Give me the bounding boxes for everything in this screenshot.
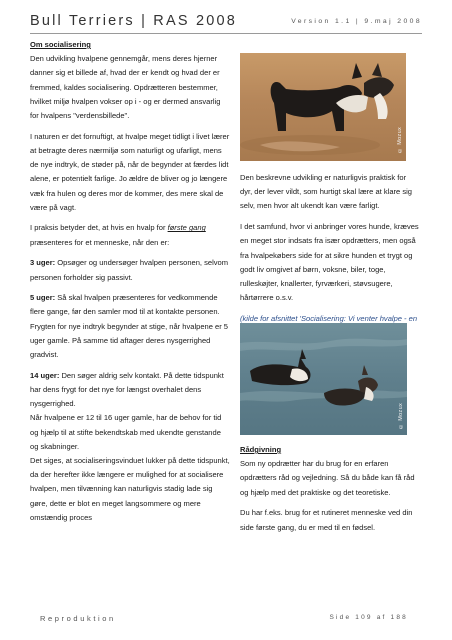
left-column xyxy=(30,38,230,532)
photo-dogs-swimming xyxy=(240,323,407,435)
paragraph: 5 uger: Så skal hvalpen præsenteres for vedkommende flere gange, før den samler mod til at kontakte personen. xyxy=(30,293,220,317)
section-heading-raadgivning: Rådgivning xyxy=(240,445,282,454)
paragraph: Som ny opdrætter har du brug for en erfaren opdrætters råd og vejledning. Så du både kan få råd og hjælp med det praktiske og det teoretiske. xyxy=(240,459,415,497)
paragraph: 3 uger: Opsøger og undersøger hvalpen personen, selvom personen forholder sig passivt. xyxy=(30,258,229,282)
paragraph: 14 uger: Den søger aldrig selv kontakt. På dette tidspunkt har dens frygt for det nye for længst overhalet dens nysgerrighed. xyxy=(30,370,224,409)
footer-section-label: Reproduktion xyxy=(40,614,116,623)
photo-credit: © Mozux xyxy=(397,127,403,153)
paragraph: Det siges, at socialiseringsvinduet lukker på dette tidspunkt, da der herefter ikke længere er mulighed for at socialisere hvalpen, men tilvænning kan naturligvis stadig lade sig gøre, dette er blot en meget langsommere og mere omstændig proces xyxy=(30,455,230,522)
header-divider xyxy=(30,33,422,34)
right-column-lower xyxy=(240,443,420,541)
paragraph: Når hvalpene er 12 til 16 uger gamle, har de behov for tid og hjælp til at stifte bekendtskab med ukendte genstande og skabninger. xyxy=(30,413,222,451)
age-label: 3 uger: xyxy=(30,258,56,268)
photo-credit: © Mozux xyxy=(398,403,404,429)
paragraph: I naturen er det fornuftigt, at hvalpe meget tidligt i livet lærer at betragte deres nærmiljø som naturligt og ufarligt, mens de nye indtryk, de støder på, når de begynder at færdes lidt alene, er potentielt farlige. Jo ældre de bliver og jo længere væk fra hulen og deres mor de kommer, des mere skal de være på vagt. xyxy=(30,131,230,212)
right-column xyxy=(240,171,420,347)
page-number: Side 109 af 188 xyxy=(329,614,408,621)
paragraph: I praksis betyder det, at hvis en hvalp for første gang præsenteres for et menneske, når den er: xyxy=(30,223,206,247)
age-label: 5 uger: xyxy=(30,293,56,303)
photo-illustration xyxy=(240,323,407,435)
emphasis-text: første gang xyxy=(167,223,206,233)
version-label: Version 1.1 | 9.maj 2008 xyxy=(291,18,422,25)
paragraph: Den udvikling hvalpene gennemgår, mens deres hjerner danner sig et billede af, hvad der er kendt og hvad der er fremmed, kaldes socialisering. Opdrætteren bestemmer, hvilket miljø hvalpen vokser op i - og er dermed ansvarlig for hvalpens "verdensbillede". xyxy=(30,54,221,121)
photo-illustration xyxy=(240,53,406,161)
section-heading-socialisering: Om socialisering xyxy=(30,40,91,49)
photo-dogs-in-water xyxy=(240,53,406,161)
document-title: Bull Terriers | RAS 2008 xyxy=(30,13,238,29)
paragraph: I det samfund, hvor vi anbringer vores hunde, kræves en meget stor indsats fra især opdrætters, men også fra hvalpekøbers side for at sikre hunden et trygt og godt liv omgivet af børn, voksne, biler, toge, rulleskøjter, knallerter, fyrværkeri, støvsugere, hårtørrere o.s.v. xyxy=(240,222,419,303)
paragraph: Du har f.eks. brug for et rutineret menneske ved din side første gang, du er med til en fødsel. xyxy=(240,508,413,532)
source-citation: (kilde for afsnittet 'Socialisering: Vi venter hvalpe - en xyxy=(240,313,418,323)
paragraph: Frygten for nye indtryk begynder at stige, når hvalpene er 5 uger gamle. På samme tid aftager deres nysgerrighed gradvist. xyxy=(30,321,229,360)
age-label: 14 uger: xyxy=(30,370,60,380)
paragraph: Den beskrevne udvikling er naturligvis praktisk for dyr, der lever vildt, som hurtigt skal lære at klare sig selv, men hvor alt ukendt kan være farligt. xyxy=(240,173,412,211)
